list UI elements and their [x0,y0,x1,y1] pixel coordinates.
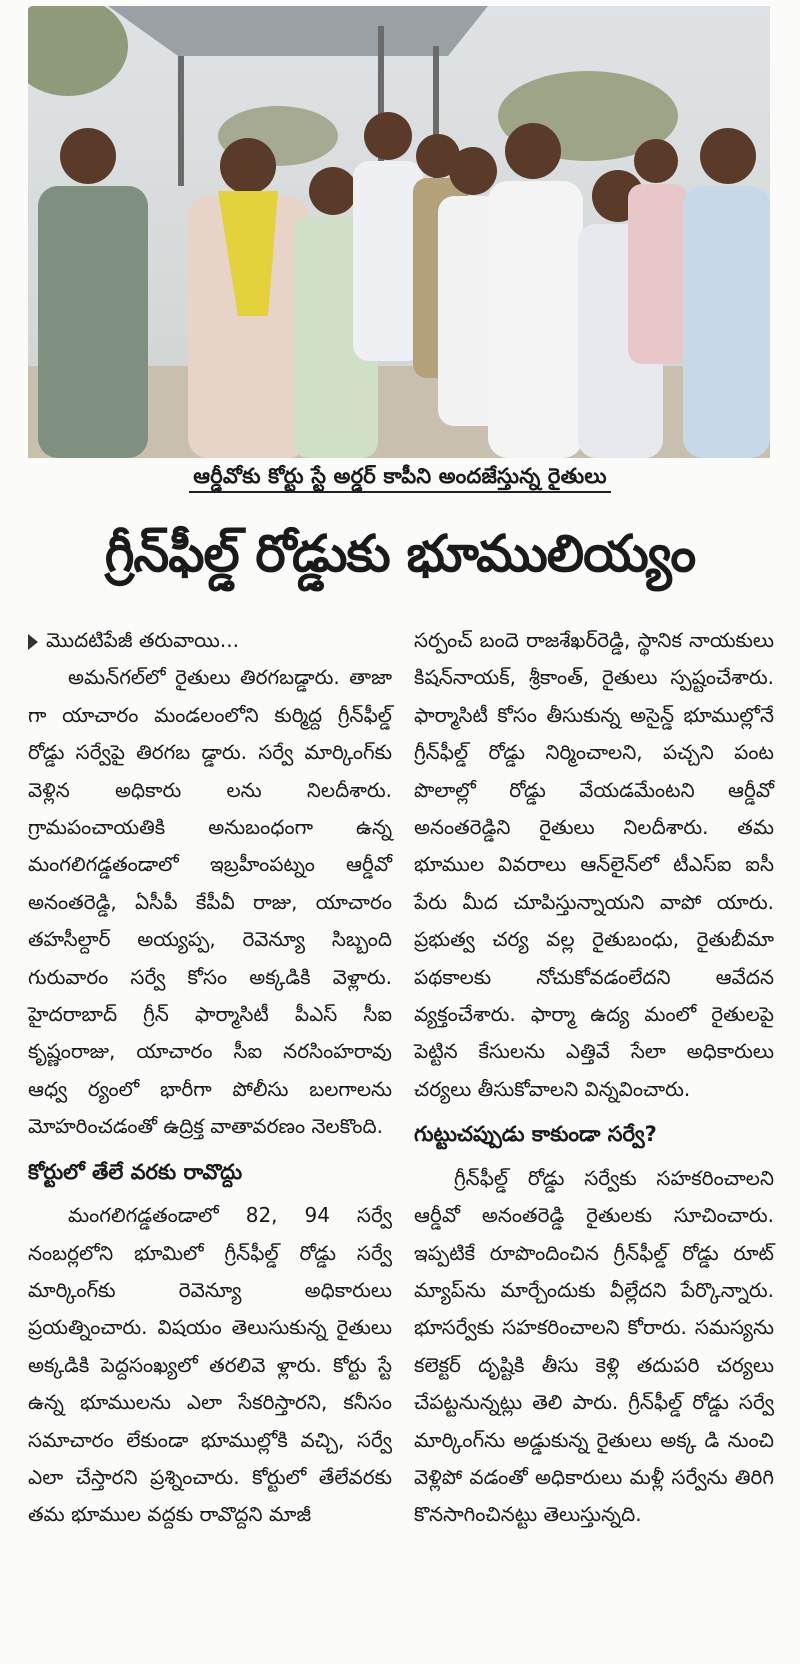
headline: గ్రీన్‌ఫీల్డ్ రోడ్డుకు భూములియ్యం [104,525,696,584]
photo-caption: ఆర్డీవోకు కోర్టు స్టే అర్డర్ కాపీని అందజేస్తున్న రైతులు [0,464,800,494]
column-right [414,622,774,1534]
paragraph: సర్పంచ్ బందె రాజశేఖర్‌రెడ్డి, స్థానిక నాయకులు కిషన్‌నాయక్, శ్రీకాంత్, రైతులు స్పష్టంచేశారు. ఫార్మాసిటీ కోసం తీసుకున్న అసైన్డ్ భూముల్లోనే గ్రీన్‌ఫీల్డ్ రోడ్డు నిర్మించాలని, పచ్చని పంట పొలాల్లో రోడ్డు వేయడమేంటని ఆర్డీవో అనంతరెడ్డిని రైతులు నిలదీశారు. తమ భూముల వివరాలు ఆన్‌లైన్‌లో టీఎస్‌ఐ ఐసీ పేరు మీద చూపిస్తున్నాయని వాపో యారు. ప్రభుత్వ చర్య వల్ల రైతుబంధు, రైతుబీమా పథకాలకు నోచుకోవడంలేదని ఆవేదన వ్యక్తంచేశారు. ఫార్మా ఉద్య మంలో రైతులపై పెట్టిన కేసులను ఎత్తివే సేలా అధికారులు చర్యలు తీసుకోవాలని విన్నవించారు. [414,628,774,1101]
arrow-icon [28,634,38,650]
paragraph: అమన్‌గల్‌లో రైతులు తిరగబడ్డారు. తాజా గా యాచారం మండలంలోని కుర్మిద్ద గ్రీన్‌ఫీల్డ్ రోడ్డు సర్వేపై తిరగబ డ్డారు. సర్వే మార్కింగ్‌కు వెళ్లిన అధికారు లను నిలదీశారు. గ్రామపంచాయతికి అనుబంధంగా ఉన్న మంగలిగడ్డతండాలో ఇబ్రహీంపట్నం ఆర్డీవో అనంతరెడ్డి, ఏసీపీ కేపీవీ రాజు, యాచారం తహసీల్దార్ అయ్యప్ప, రెవెన్యూ సిబ్బంది గురువారం సర్వే కోసం అక్కడికి వెళ్లారు. హైదరాబాద్ గ్రీన్ ఫార్మాసిటీ పీఎస్ సీఐ కృష్ణంరాజు, యాచారం సీఐ నరసింహరావు ఆధ్వ ర్యంలో భారీగా పోలీసు బలగాలను మోహరించడంతో ఉద్రిక్త వాతావరణం నెలకొంది. [28,665,392,1139]
paragraph: గ్రీన్‌ఫీల్డ్ రోడ్డు సర్వేకు సహకరించాలని ఆర్డీవో అనంతరెడ్డి రైతులకు సూచించారు. ఇప్పటికే రూపొందించిన గ్రీన్‌ఫీల్డ్ రోడ్డు రూట్ మ్యాప్‌ను మార్చేందుకు వీల్లేదని పేర్కొన్నారు. భూసర్వేకు సహకరించాలని కోరారు. సమస్యను కలెక్టర్ దృష్టికి తీసు కెళ్లి తదుపరి చర్యలు చేపట్టనున్నట్లు తెలి పారు. గ్రీన్‌ఫీల్డ్ రోడ్డు సర్వే మార్కింగ్‌ను అడ్డుకున్న రైతులు అక్క డి నుంచి వెళ్లిపో వడంతో అధికారులు మళ్లీ సర్వేను తిరిగి కొనసాగించినట్టు తెలుస్తున్నది. [414,1165,774,1527]
paragraph: మంగలిగడ్డతండాలో 82, 94 సర్వే నంబర్లలోని భూమిలో గ్రీన్‌ఫీల్డ్ రోడ్డు సర్వే మార్కింగ్‌కు రెవెన్యూ అధికారులు ప్రయత్నించారు. విషయం తెలుసుకున్న రైతులు అక్కడికి పెద్దసంఖ్యలో తరలివె ళ్లారు. కోర్టు స్టే ఉన్న భూములను ఎలా సేకరిస్తారని, కనీసం సమాచారం లేకుండా భూముల్లోకి వచ్చి, సర్వే ఎలా చేస్తారని ప్రశ్నించారు. కోర్టులో తేలేవరకు తమ భూముల వద్దకు రావొద్దని మాజీ [28,1203,392,1527]
continued-note: మొదటిపేజీ తరువాయి... [28,622,392,659]
subheading: గుట్టుచప్పుడు కాకుండా సర్వే? [414,1122,657,1147]
subheading: కోర్టులో తేలే వరకు రావొద్దు [28,1159,243,1184]
news-photo [28,6,770,458]
column-left [28,622,392,1534]
